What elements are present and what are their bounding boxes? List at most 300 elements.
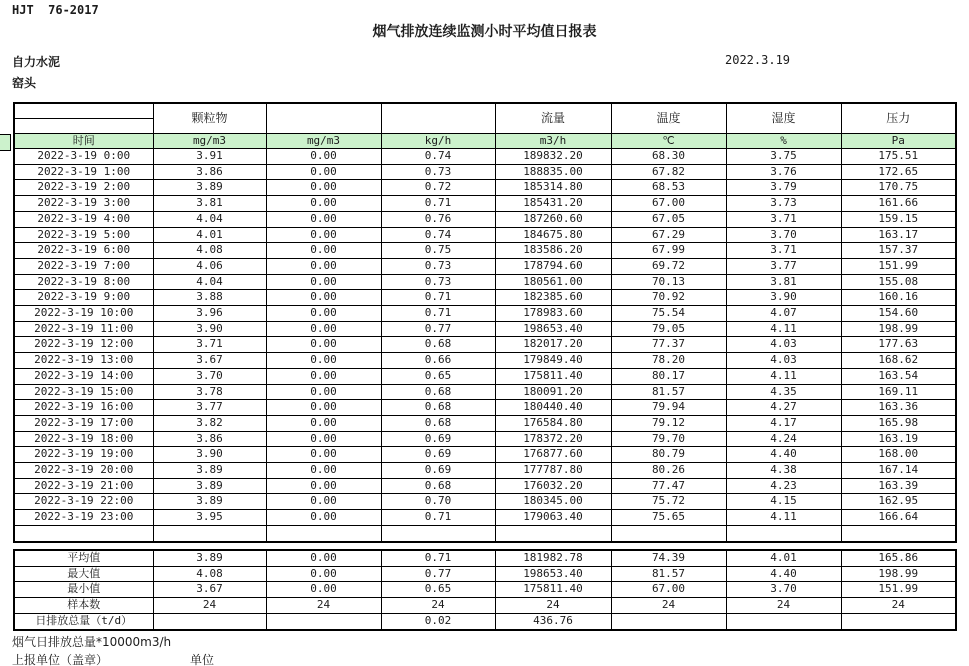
empty-cell (495, 525, 611, 541)
value-cell: 0.77 (381, 566, 495, 582)
value-cell (611, 613, 726, 629)
column-header-pressure: 压力 (841, 103, 956, 134)
standard-reference: HJT 76-2017 (12, 3, 99, 17)
row-label-cell: 2022-3-19 8:00 (14, 274, 153, 290)
value-cell: 24 (266, 598, 381, 614)
value-cell: 163.39 (841, 478, 956, 494)
value-cell: 75.65 (611, 510, 726, 526)
value-cell: 0.68 (381, 384, 495, 400)
value-cell: 436.76 (495, 613, 611, 629)
value-cell: 154.60 (841, 306, 956, 322)
value-cell: 198653.40 (495, 321, 611, 337)
value-cell: 67.99 (611, 243, 726, 259)
value-cell: 68.30 (611, 149, 726, 165)
row-label-cell: 2022-3-19 7:00 (14, 258, 153, 274)
value-cell: 0.00 (266, 180, 381, 196)
value-cell: 177.63 (841, 337, 956, 353)
value-cell: 157.37 (841, 243, 956, 259)
value-cell: 172.65 (841, 164, 956, 180)
unit-cell-mgm3-1: mg/m3 (153, 134, 266, 149)
value-cell: 0.73 (381, 258, 495, 274)
table-row (14, 550, 956, 566)
table-row (14, 196, 956, 212)
value-cell: 3.77 (153, 400, 266, 416)
value-cell: 179849.40 (495, 353, 611, 369)
value-cell: 3.75 (726, 149, 841, 165)
value-cell: 3.77 (726, 258, 841, 274)
value-cell: 3.67 (153, 353, 266, 369)
value-cell: 0.00 (266, 353, 381, 369)
value-cell: 4.40 (726, 566, 841, 582)
value-cell: 0.00 (266, 447, 381, 463)
value-cell: 180440.40 (495, 400, 611, 416)
unit-cell-time: 时间 (14, 134, 153, 149)
empty-cell (841, 525, 956, 541)
value-cell: 3.89 (153, 478, 266, 494)
value-cell: 0.68 (381, 400, 495, 416)
unit-cell-kgh: kg/h (381, 134, 495, 149)
value-cell: 3.89 (153, 494, 266, 510)
value-cell: 178983.60 (495, 306, 611, 322)
value-cell: 70.92 (611, 290, 726, 306)
value-cell: 180561.00 (495, 274, 611, 290)
value-cell: 75.54 (611, 306, 726, 322)
row-label-cell: 2022-3-19 15:00 (14, 384, 153, 400)
row-label-cell: 2022-3-19 5:00 (14, 227, 153, 243)
value-cell: 4.40 (726, 447, 841, 463)
value-cell: 3.81 (153, 196, 266, 212)
value-cell: 4.03 (726, 337, 841, 353)
value-cell: 80.79 (611, 447, 726, 463)
value-cell: 4.15 (726, 494, 841, 510)
value-cell: 177787.80 (495, 463, 611, 479)
value-cell: 3.89 (153, 463, 266, 479)
value-cell: 3.90 (153, 447, 266, 463)
value-cell: 184675.80 (495, 227, 611, 243)
value-cell: 162.95 (841, 494, 956, 510)
value-cell: 183586.20 (495, 243, 611, 259)
table-row (14, 415, 956, 431)
table-row (14, 463, 956, 479)
value-cell: 3.70 (726, 227, 841, 243)
value-cell: 0.68 (381, 337, 495, 353)
value-cell: 169.11 (841, 384, 956, 400)
value-cell: 182017.20 (495, 337, 611, 353)
value-cell: 163.19 (841, 431, 956, 447)
value-cell: 0.00 (266, 306, 381, 322)
unit-cell-pa: Pa (841, 134, 956, 149)
table-row (14, 582, 956, 598)
value-cell: 181982.78 (495, 550, 611, 566)
value-cell: 189832.20 (495, 149, 611, 165)
table-row (14, 353, 956, 369)
value-cell: 0.71 (381, 196, 495, 212)
value-cell: 4.27 (726, 400, 841, 416)
row-label-cell: 平均值 (14, 550, 153, 566)
empty-cell (266, 525, 381, 541)
empty-cell (153, 525, 266, 541)
value-cell (726, 613, 841, 629)
value-cell: 170.75 (841, 180, 956, 196)
value-cell: 0.00 (266, 582, 381, 598)
value-cell: 0.77 (381, 321, 495, 337)
table-row (14, 274, 956, 290)
row-label-cell: 2022-3-19 12:00 (14, 337, 153, 353)
value-cell: 4.38 (726, 463, 841, 479)
value-cell: 0.68 (381, 478, 495, 494)
value-cell: 3.82 (153, 415, 266, 431)
value-cell: 0.65 (381, 582, 495, 598)
value-cell: 0.00 (266, 431, 381, 447)
value-cell: 0.00 (266, 164, 381, 180)
value-cell: 4.17 (726, 415, 841, 431)
value-cell: 24 (381, 598, 495, 614)
value-cell: 0.00 (266, 211, 381, 227)
table-row (14, 258, 956, 274)
value-cell: 70.13 (611, 274, 726, 290)
row-label-cell: 2022-3-19 19:00 (14, 447, 153, 463)
value-cell: 185314.80 (495, 180, 611, 196)
value-cell: 81.57 (611, 384, 726, 400)
value-cell: 0.72 (381, 180, 495, 196)
row-label-cell: 2022-3-19 21:00 (14, 478, 153, 494)
value-cell: 0.00 (266, 384, 381, 400)
row-label-cell: 2022-3-19 11:00 (14, 321, 153, 337)
value-cell: 4.11 (726, 510, 841, 526)
value-cell: 168.62 (841, 353, 956, 369)
value-cell: 3.76 (726, 164, 841, 180)
value-cell: 4.01 (153, 227, 266, 243)
unit-cell-mgm3-2: mg/m3 (266, 134, 381, 149)
value-cell: 179063.40 (495, 510, 611, 526)
value-cell: 4.24 (726, 431, 841, 447)
value-cell: 175.51 (841, 149, 956, 165)
empty-cell (14, 525, 153, 541)
value-cell: 24 (841, 598, 956, 614)
value-cell: 0.00 (266, 337, 381, 353)
value-cell: 0.00 (266, 149, 381, 165)
hourly-rows-body (14, 149, 956, 526)
row-label-cell: 2022-3-19 4:00 (14, 211, 153, 227)
footnote-flow-total: 烟气日排放总量*10000m3/h (12, 635, 172, 649)
table-row (14, 243, 956, 259)
margin-green-cell (0, 134, 11, 151)
row-label-cell: 最大值 (14, 566, 153, 582)
value-cell: 24 (153, 598, 266, 614)
value-cell: 79.12 (611, 415, 726, 431)
table-row (14, 494, 956, 510)
table-row (14, 478, 956, 494)
value-cell: 0.68 (381, 415, 495, 431)
unit-cell-percent: % (726, 134, 841, 149)
table-row (14, 368, 956, 384)
header-spacer-cell (14, 103, 153, 119)
column-header-humidity: 湿度 (726, 103, 841, 134)
value-cell: 3.86 (153, 164, 266, 180)
value-cell: 3.79 (726, 180, 841, 196)
value-cell: 0.00 (266, 400, 381, 416)
value-cell: 4.04 (153, 274, 266, 290)
value-cell: 3.86 (153, 431, 266, 447)
footnote-unit: 单位 (190, 653, 215, 666)
value-cell: 4.23 (726, 478, 841, 494)
table-row (14, 400, 956, 416)
value-cell: 187260.60 (495, 211, 611, 227)
monitoring-data-table (13, 102, 957, 543)
row-label-cell: 2022-3-19 16:00 (14, 400, 153, 416)
value-cell: 67.29 (611, 227, 726, 243)
footnote-reporting-unit: 上报单位（盖章） (12, 653, 109, 666)
table-header (14, 103, 956, 149)
value-cell: 0.66 (381, 353, 495, 369)
value-cell: 3.71 (153, 337, 266, 353)
value-cell: 188835.00 (495, 164, 611, 180)
value-cell: 4.06 (153, 258, 266, 274)
value-cell: 3.91 (153, 149, 266, 165)
value-cell: 3.88 (153, 290, 266, 306)
value-cell: 0.00 (266, 566, 381, 582)
value-cell: 0.76 (381, 211, 495, 227)
value-cell: 198653.40 (495, 566, 611, 582)
value-cell: 0.65 (381, 368, 495, 384)
row-label-cell: 2022-3-19 9:00 (14, 290, 153, 306)
table-row (14, 598, 956, 614)
row-label-cell: 2022-3-19 14:00 (14, 368, 153, 384)
value-cell: 0.70 (381, 494, 495, 510)
value-cell: 79.05 (611, 321, 726, 337)
value-cell: 67.00 (611, 196, 726, 212)
row-label-cell: 2022-3-19 2:00 (14, 180, 153, 196)
unit-row (14, 134, 956, 149)
row-label-cell: 2022-3-19 20:00 (14, 463, 153, 479)
value-cell: 67.00 (611, 582, 726, 598)
value-cell: 0.00 (266, 494, 381, 510)
value-cell: 3.67 (153, 582, 266, 598)
value-cell: 0.00 (266, 510, 381, 526)
value-cell: 175811.40 (495, 582, 611, 598)
value-cell: 3.90 (726, 290, 841, 306)
value-cell: 4.11 (726, 321, 841, 337)
value-cell: 80.26 (611, 463, 726, 479)
value-cell: 176877.60 (495, 447, 611, 463)
value-cell: 24 (726, 598, 841, 614)
value-cell: 182385.60 (495, 290, 611, 306)
row-label-cell: 2022-3-19 1:00 (14, 164, 153, 180)
monitoring-point-label: 窑头 (12, 76, 37, 90)
value-cell: 75.72 (611, 494, 726, 510)
row-label-cell: 样本数 (14, 598, 153, 614)
row-label-cell: 2022-3-19 17:00 (14, 415, 153, 431)
value-cell: 185431.20 (495, 196, 611, 212)
value-cell: 178372.20 (495, 431, 611, 447)
value-cell: 178794.60 (495, 258, 611, 274)
value-cell: 3.73 (726, 196, 841, 212)
table-row (14, 290, 956, 306)
header-row-top (14, 103, 956, 119)
row-label-cell: 2022-3-19 18:00 (14, 431, 153, 447)
value-cell: 68.53 (611, 180, 726, 196)
value-cell: 0.74 (381, 227, 495, 243)
value-cell: 4.11 (726, 368, 841, 384)
value-cell: 81.57 (611, 566, 726, 582)
value-cell: 0.69 (381, 447, 495, 463)
value-cell: 0.00 (266, 243, 381, 259)
value-cell: 198.99 (841, 566, 956, 582)
value-cell: 0.73 (381, 164, 495, 180)
table-row (14, 510, 956, 526)
value-cell: 3.70 (153, 368, 266, 384)
row-label-cell: 2022-3-19 3:00 (14, 196, 153, 212)
unit-cell-celsius: ℃ (611, 134, 726, 149)
value-cell: 79.94 (611, 400, 726, 416)
row-label-cell: 最小值 (14, 582, 153, 598)
row-label-cell: 2022-3-19 13:00 (14, 353, 153, 369)
value-cell: 165.86 (841, 550, 956, 566)
value-cell: 160.16 (841, 290, 956, 306)
value-cell: 67.05 (611, 211, 726, 227)
value-cell: 79.70 (611, 431, 726, 447)
value-cell: 151.99 (841, 258, 956, 274)
value-cell: 4.07 (726, 306, 841, 322)
value-cell: 4.03 (726, 353, 841, 369)
row-label-cell: 2022-3-19 23:00 (14, 510, 153, 526)
row-label-cell: 2022-3-19 22:00 (14, 494, 153, 510)
unit-cell-m3h: m3/h (495, 134, 611, 149)
value-cell: 0.74 (381, 149, 495, 165)
value-cell (841, 613, 956, 629)
table-row (14, 321, 956, 337)
table-row (14, 384, 956, 400)
value-cell: 3.81 (726, 274, 841, 290)
value-cell: 4.01 (726, 550, 841, 566)
table-row (14, 431, 956, 447)
value-cell: 159.15 (841, 211, 956, 227)
table-row (14, 149, 956, 165)
row-label-cell: 2022-3-19 0:00 (14, 149, 153, 165)
value-cell: 198.99 (841, 321, 956, 337)
value-cell: 3.71 (726, 211, 841, 227)
summary-rows-body (14, 550, 956, 630)
value-cell: 0.00 (266, 290, 381, 306)
value-cell: 0.69 (381, 431, 495, 447)
value-cell: 166.64 (841, 510, 956, 526)
row-label-cell: 2022-3-19 10:00 (14, 306, 153, 322)
value-cell: 67.82 (611, 164, 726, 180)
value-cell: 0.00 (266, 227, 381, 243)
value-cell: 151.99 (841, 582, 956, 598)
table-row (14, 613, 956, 629)
value-cell: 0.00 (266, 463, 381, 479)
value-cell: 0.00 (266, 274, 381, 290)
table-row (14, 306, 956, 322)
empty-spacer-row (14, 525, 956, 541)
table-row (14, 447, 956, 463)
value-cell (153, 613, 266, 629)
table-row (14, 211, 956, 227)
spacer-row-body (14, 525, 956, 541)
value-cell: 4.35 (726, 384, 841, 400)
value-cell: 0.00 (266, 321, 381, 337)
value-cell: 4.08 (153, 566, 266, 582)
value-cell: 161.66 (841, 196, 956, 212)
value-cell: 24 (611, 598, 726, 614)
value-cell: 0.00 (266, 258, 381, 274)
value-cell: 4.08 (153, 243, 266, 259)
company-name: 自力水泥 (12, 55, 61, 69)
value-cell: 0.00 (266, 368, 381, 384)
value-cell (266, 613, 381, 629)
table-row (14, 180, 956, 196)
value-cell: 4.04 (153, 211, 266, 227)
value-cell: 3.78 (153, 384, 266, 400)
value-cell: 163.17 (841, 227, 956, 243)
value-cell: 3.70 (726, 582, 841, 598)
header-spacer-cell (14, 119, 153, 134)
value-cell: 77.37 (611, 337, 726, 353)
value-cell: 0.00 (266, 415, 381, 431)
page-title: 烟气排放连续监测小时平均值日报表 (372, 24, 597, 40)
value-cell: 0.73 (381, 274, 495, 290)
value-cell: 78.20 (611, 353, 726, 369)
value-cell: 0.00 (266, 478, 381, 494)
value-cell: 163.36 (841, 400, 956, 416)
table-row (14, 337, 956, 353)
column-header-blank-1 (266, 103, 381, 134)
value-cell: 74.39 (611, 550, 726, 566)
value-cell: 165.98 (841, 415, 956, 431)
value-cell: 3.89 (153, 180, 266, 196)
value-cell: 163.54 (841, 368, 956, 384)
value-cell: 0.71 (381, 290, 495, 306)
report-date: 2022.3.19 (725, 53, 791, 67)
row-label-cell: 2022-3-19 6:00 (14, 243, 153, 259)
empty-cell (726, 525, 841, 541)
value-cell: 0.71 (381, 550, 495, 566)
table-row (14, 227, 956, 243)
empty-cell (381, 525, 495, 541)
value-cell: 0.75 (381, 243, 495, 259)
value-cell: 0.00 (266, 196, 381, 212)
column-header-flow: 流量 (495, 103, 611, 134)
column-header-temperature: 温度 (611, 103, 726, 134)
value-cell: 0.71 (381, 306, 495, 322)
value-cell: 0.02 (381, 613, 495, 629)
table-row (14, 566, 956, 582)
value-cell: 180345.00 (495, 494, 611, 510)
value-cell: 69.72 (611, 258, 726, 274)
value-cell: 155.08 (841, 274, 956, 290)
value-cell: 175811.40 (495, 368, 611, 384)
column-header-blank-2 (381, 103, 495, 134)
value-cell: 80.17 (611, 368, 726, 384)
value-cell: 0.00 (266, 550, 381, 566)
value-cell: 0.71 (381, 510, 495, 526)
value-cell: 168.00 (841, 447, 956, 463)
column-header-particulate: 颗粒物 (153, 103, 266, 134)
value-cell: 3.71 (726, 243, 841, 259)
value-cell: 180091.20 (495, 384, 611, 400)
value-cell: 24 (495, 598, 611, 614)
value-cell: 77.47 (611, 478, 726, 494)
value-cell: 176584.80 (495, 415, 611, 431)
value-cell: 0.69 (381, 463, 495, 479)
empty-cell (611, 525, 726, 541)
summary-table (13, 549, 957, 631)
value-cell: 3.95 (153, 510, 266, 526)
value-cell: 3.90 (153, 321, 266, 337)
value-cell: 3.89 (153, 550, 266, 566)
value-cell: 176032.20 (495, 478, 611, 494)
